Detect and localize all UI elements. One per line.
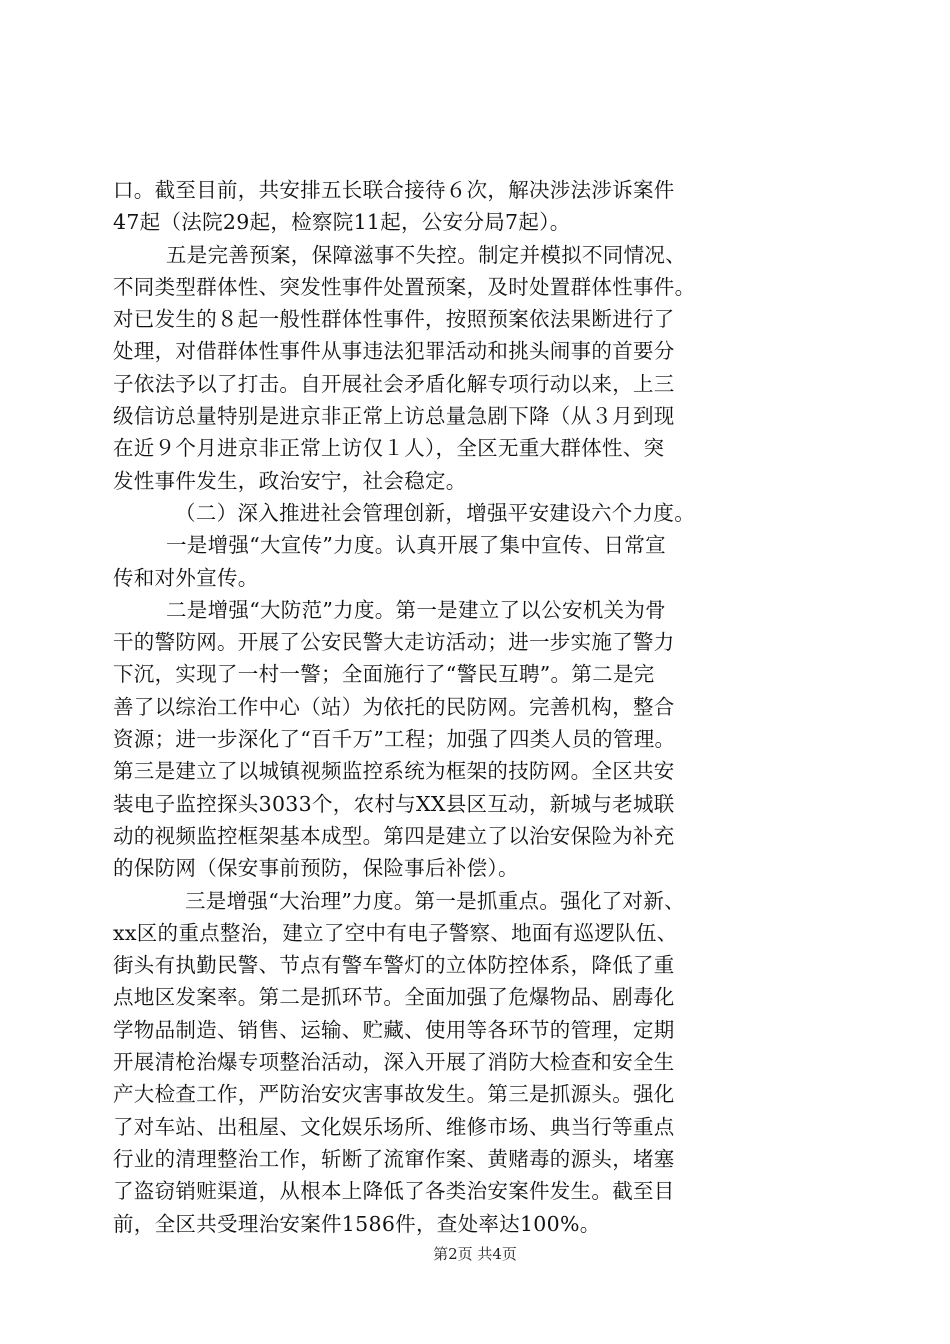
- paragraph-start-line: 二是增强“大防范”力度。第一是建立了以公安机关为骨: [166, 597, 666, 622]
- paragraph-start-line: 三是增强“大治理”力度。第一是抓重点。强化了对新、: [185, 888, 685, 913]
- text-line: 下沉，实现了一村一警；全面施行了“警民互聘”。第二是完: [113, 662, 655, 687]
- text-line: 子依法予以了打击。自开展社会矛盾化解专项行动以来，上三: [113, 371, 675, 396]
- text-line: 级信访总量特别是进京非正常上访总量急剧下降（从３月到现: [113, 404, 675, 429]
- text-line: 对已发生的８起一般性群体性事件，按照预案依法果断进行了: [113, 307, 675, 332]
- text-line: 动的视频监控框架基本成型。第四是建立了以治安保险为补充: [113, 823, 675, 848]
- body-text: [113, 174, 848, 1240]
- text-line: 行业的清理整治工作，斩断了流窜作案、黄赌毒的源头，堵塞: [113, 1146, 675, 1171]
- text-line: 了对车站、出租屋、文化娱乐场所、维修市场、典当行等重点: [113, 1114, 675, 1139]
- page-number-label: 第2页 共4页: [433, 1245, 517, 1263]
- text-line: 善了以综治工作中心（站）为依托的民防网。完善机构，整合: [113, 694, 675, 719]
- paragraph-start-line: 五是完善预案，保障滋事不失控。制定并模拟不同情况、: [166, 242, 686, 267]
- text-line: 在近９个月进京非正常上访仅１人），全区无重大群体性、突: [113, 436, 665, 461]
- text-line: 第三是建立了以城镇视频监控系统为框架的技防网。全区共安: [113, 759, 675, 784]
- text-line: xx区的重点整治，建立了空中有电子警察、地面有巡逻队伍、: [113, 920, 678, 945]
- page-footer: [0, 1244, 950, 1264]
- text-line: 街头有执勤民警、节点有警车警灯的立体防控体系，降低了重: [113, 953, 675, 978]
- text-line: 口。截至目前，共安排五长联合接待６次，解决涉法涉诉案件: [113, 178, 675, 202]
- text-line: 点地区发案率。第二是抓环节。全面加强了危爆物品、剧毒化: [113, 985, 675, 1010]
- paragraph-start-line: 一是增强“大宣传”力度。认真开展了集中宣传、日常宣: [166, 533, 666, 558]
- text-line: 47起（法院29起，检察院11起，公安分局7起）。: [113, 210, 571, 235]
- section-heading: （二）深入推进社会管理创新，增强平安建设六个力度。: [175, 500, 695, 525]
- text-line: 传和对外宣传。: [113, 565, 259, 590]
- text-line: 学物品制造、销售、运输、贮藏、使用等各环节的管理，定期: [113, 1017, 675, 1042]
- text-line: 资源；进一步深化了“百千万”工程；加强了四类人员的管理。: [113, 727, 676, 752]
- text-line: 处理，对借群体性事件从事违法犯罪活动和挑头闹事的首要分: [113, 339, 675, 364]
- text-line: 了盗窃销赃渠道，从根本上降低了各类治安案件发生。截至目: [113, 1179, 675, 1204]
- text-line: 装电子监控探头3033个，农村与XX县区互动，新城与老城联: [113, 791, 675, 816]
- text-line: 开展清枪治爆专项整治活动，深入开展了消防大检查和安全生: [113, 1050, 675, 1075]
- text-line: 产大检查工作，严防治安灾害事故发生。第三是抓源头。强化: [113, 1082, 675, 1107]
- text-line: 的保防网（保安事前预防，保险事后补偿）。: [113, 856, 519, 881]
- text-line: 前，全区共受理治安案件1586件，查处率达100%。: [113, 1211, 601, 1236]
- text-line: 干的警防网。开展了公安民警大走访活动；进一步实施了警力: [113, 630, 675, 655]
- text-line: 发性事件发生，政治安宁，社会稳定。: [113, 468, 467, 493]
- text-line: 不同类型群体性、突发性事件处置预案，及时处置群体性事件。: [113, 274, 696, 299]
